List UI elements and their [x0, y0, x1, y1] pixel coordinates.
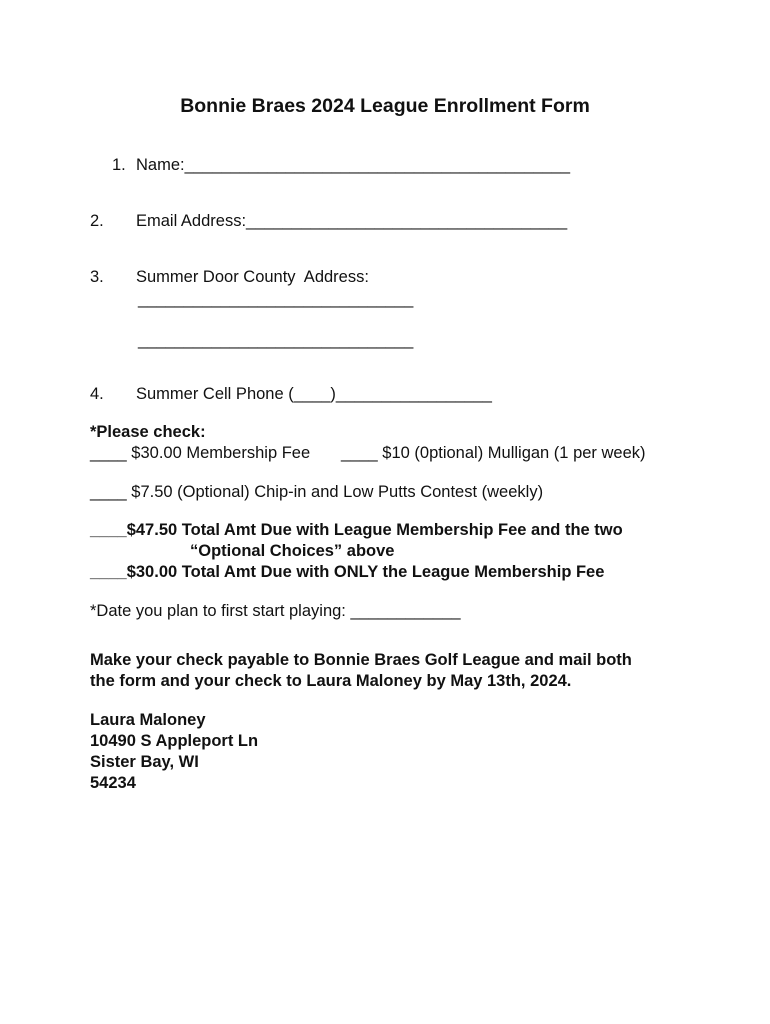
option-mulligan: ____ $10 (0ptional) Mulligan (1 per week) — [341, 444, 646, 462]
item-2-number: 2. — [90, 212, 104, 230]
instructions-line-2: the form and your check to Laura Maloney by May 13th, 2024. — [90, 672, 572, 690]
start-date-line: *Date you plan to first start playing: ____________ — [90, 602, 461, 620]
option-membership-fee: ____ $30.00 Membership Fee — [90, 444, 311, 462]
phone-field-line: Summer Cell Phone (____)_________________ — [136, 385, 492, 403]
name-field-line: Name:__________________________________________ — [136, 156, 571, 174]
please-check-heading: *Please check: — [90, 423, 206, 441]
total-all-options-line-2: “Optional Choices” above — [190, 542, 395, 560]
address-blank-line-2: ______________________________ — [138, 331, 414, 349]
email-field-line: Email Address:___________________________________ — [136, 212, 568, 230]
option-chip-in: ____ $7.50 (Optional) Chip-in and Low Putts Contest (weekly) — [90, 483, 544, 501]
address-name: Laura Maloney — [90, 711, 206, 729]
address-zip: 54234 — [90, 774, 136, 792]
address-street: 10490 S Appleport Ln — [90, 732, 259, 750]
address-city: Sister Bay, WI — [90, 753, 199, 771]
instructions-line-1: Make your check payable to Bonnie Braes Golf League and mail both — [90, 651, 632, 669]
address-blank-line-1: ______________________________ — [138, 290, 414, 308]
total-all-options-line-1: ____$47.50 Total Amt Due with League Membership Fee and the two — [90, 521, 623, 539]
item-3-number: 3. — [90, 268, 104, 286]
item-1-number: 1. — [112, 156, 126, 174]
form-title: Bonnie Braes 2024 League Enrollment Form — [180, 95, 590, 117]
item-4-number: 4. — [90, 385, 104, 403]
address-label: Summer Door County Address: — [136, 268, 369, 286]
total-membership-only: ____$30.00 Total Amt Due with ONLY the League Membership Fee — [90, 563, 605, 581]
